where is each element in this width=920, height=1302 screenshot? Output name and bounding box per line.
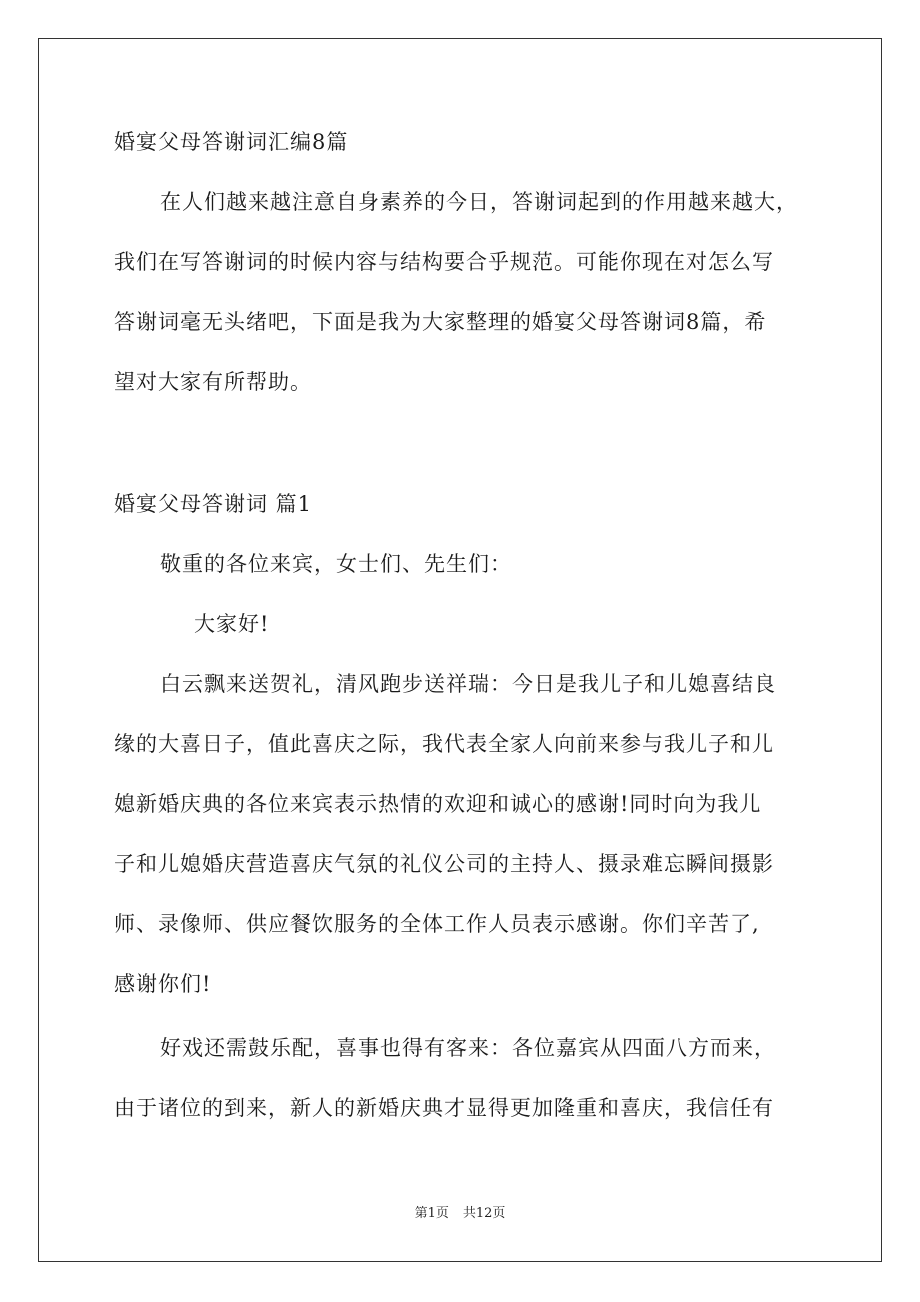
intro-line: 望对大家有所帮助。	[114, 370, 312, 394]
intro-line: 在人们越来越注意自身素养的今日，答谢词起到的作用越来越大，	[160, 190, 798, 214]
page-frame	[38, 38, 882, 1262]
page-number: 第1页	[414, 1206, 449, 1221]
paragraph-line: 师、录像师、供应餐饮服务的全体工作人员表示感谢。你们辛苦了,	[114, 912, 760, 936]
paragraph-line: 感谢你们!	[114, 972, 212, 996]
paragraph-line: 子和儿媳婚庆营造喜庆气氛的礼仪公司的主持人、摄录难忘瞬间摄影	[114, 852, 774, 876]
page-footer	[0, 1205, 920, 1223]
paragraph-line: 好戏还需鼓乐配，喜事也得有客来：各位嘉宾从四面八方而来，	[160, 1036, 776, 1060]
paragraph-line: 白云飘来送贺礼，清风跑步送祥瑞：今日是我儿子和儿媳喜结良	[160, 672, 776, 696]
paragraph-line: 媳新婚庆典的各位来宾表示热情的欢迎和诚心的感谢!同时向为我儿	[114, 792, 762, 816]
section-heading: 婚宴父母答谢词 篇1	[114, 492, 313, 516]
paragraph-line: 由于诸位的到来，新人的新婚庆典才显得更加隆重和喜庆，我信任有	[114, 1096, 774, 1120]
salutation: 敬重的各位来宾，女士们、先生们：	[160, 552, 512, 576]
intro-line: 我们在写答谢词的时候内容与结构要合乎规范。可能你现在对怎么写	[114, 250, 774, 274]
paragraph-line: 缘的大喜日子，值此喜庆之际，我代表全家人向前来参与我儿子和儿	[114, 732, 774, 756]
page-total: 共12页	[462, 1206, 506, 1221]
intro-line: 答谢词毫无头绪吧，下面是我为大家整理的婚宴父母答谢词8篇，希	[114, 310, 767, 334]
document-title: 婚宴父母答谢词汇编8篇	[114, 130, 349, 154]
greeting: 大家好!	[194, 612, 270, 636]
